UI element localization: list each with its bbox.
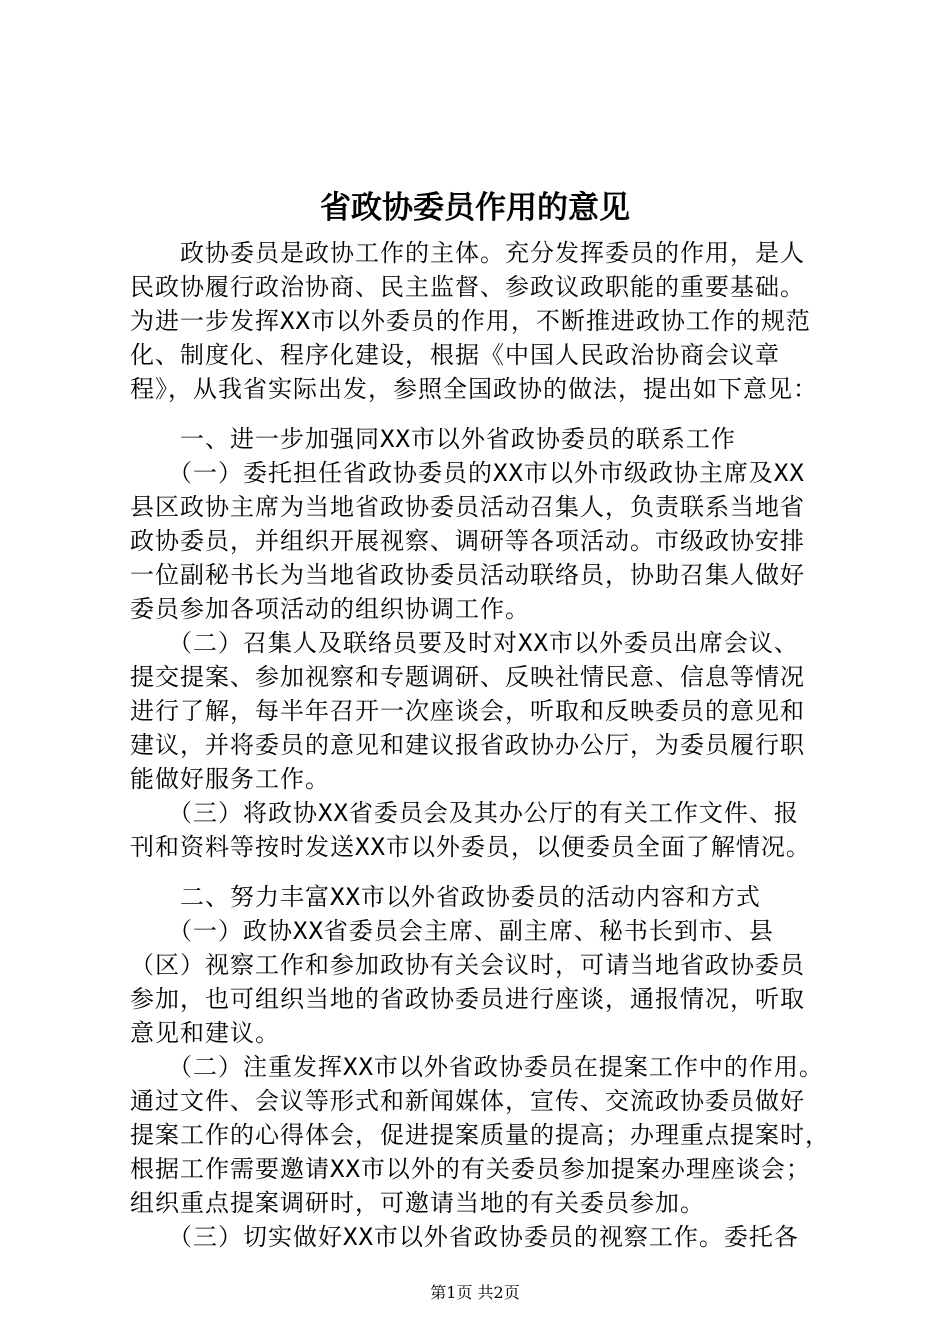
document-title: 省政协委员作用的意见 [320,190,630,226]
body-line: 进行了解，每半年召开一次座谈会，听取和反映委员的意见和 [130,697,805,725]
body-line: （三）将政协XX省委员会及其办公厅的有关工作文件、报 [130,799,799,827]
body-line: 化、制度化、程序化建设，根据《中国人民政治协商会议章 [130,341,780,369]
body-line: 建议，并将委员的意见和建议报省政协办公厅，为委员履行职 [130,731,805,759]
section-heading: 二、努力丰富XX市以外省政协委员的活动内容和方式 [130,883,761,911]
body-line: （二）注重发挥XX市以外省政协委员在提案工作中的作用。 [130,1053,824,1081]
body-line: （一）委托担任省政协委员的XX市以外市级政协主席及XX [130,459,805,487]
body-line: （一）政协XX省委员会主席、副主席、秘书长到市、县 [130,917,774,945]
body-line: 参加，也可组织当地的省政协委员进行座谈，通报情况，听取 [130,985,805,1013]
body-line: （三）切实做好XX市以外省政协委员的视察工作。委托各 [130,1223,799,1251]
body-line: 组织重点提案调研时，可邀请当地的有关委员参加。 [130,1189,705,1217]
body-line: （区）视察工作和参加政协有关会议时，可请当地省政协委员 [130,951,805,979]
body-line: 通过文件、会议等形式和新闻媒体，宣传、交流政协委员做好 [130,1087,805,1115]
body-line: 提案工作的心得体会，促进提案质量的提高；办理重点提案时， [130,1121,830,1149]
body-line: 政协委员，并组织开展视察、调研等各项活动。市级政协安排 [130,527,805,555]
body-line: 提交提案、参加视察和专题调研、反映社情民意、信息等情况 [130,663,805,691]
body-line: 县区政协主席为当地省政协委员活动召集人，负责联系当地省 [130,493,805,521]
body-line: 根据工作需要邀请XX市以外的有关委员参加提案办理座谈会； [130,1155,811,1183]
body-line: 一位副秘书长为当地省政协委员活动联络员，协助召集人做好 [130,561,805,589]
body-line: （二）召集人及联络员要及时对XX市以外委员出席会议、 [130,629,799,657]
body-line: 为进一步发挥XX市以外委员的作用，不断推进政协工作的规范 [130,307,811,335]
body-line: 程》，从我省实际出发，参照全国政协的做法，提出如下意见： [130,375,818,403]
section-heading: 一、进一步加强同XX市以外省政协委员的联系工作 [130,425,736,453]
body-line: 意见和建议。 [130,1019,280,1047]
body-line: 委员参加各项活动的组织协调工作。 [130,595,530,623]
page-number: 第1页 共2页 [430,1283,520,1302]
body-line: 民政协履行政治协商、民主监督、参政议政职能的重要基础。 [130,273,805,301]
body-line: 能做好服务工作。 [130,765,330,793]
body-line: 政协委员是政协工作的主体。充分发挥委员的作用，是人 [130,239,805,267]
body-line: 刊和资料等按时发送XX市以外委员，以便委员全面了解情况。 [130,833,811,861]
